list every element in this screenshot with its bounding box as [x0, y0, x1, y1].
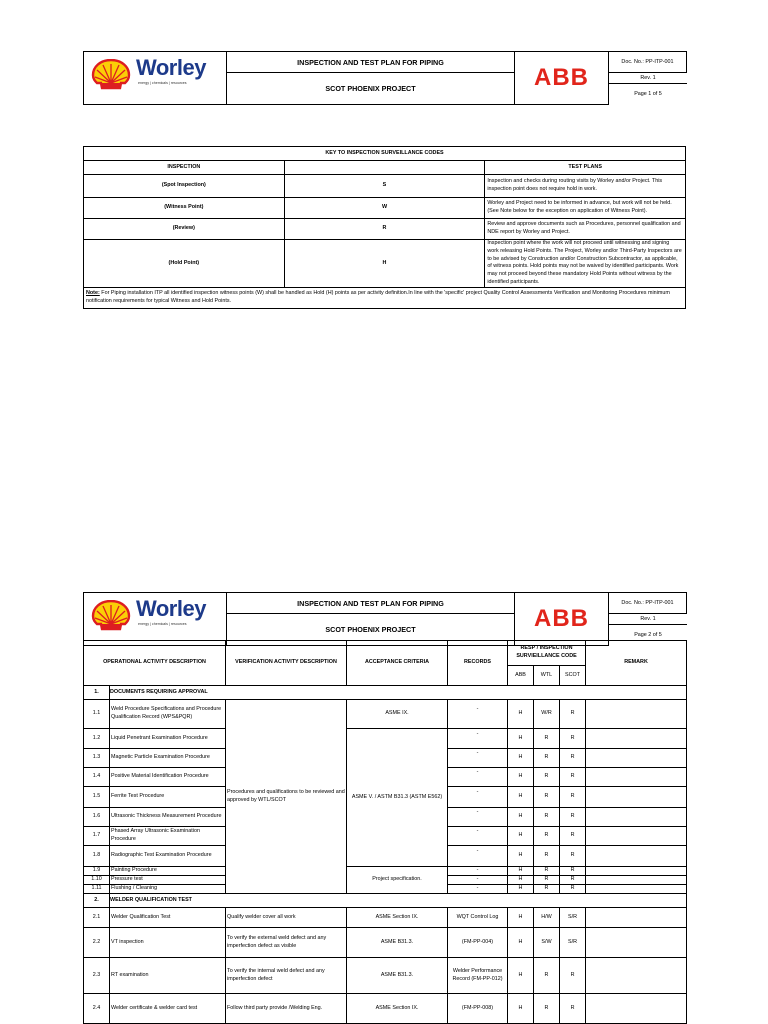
row-scot: R	[560, 846, 586, 867]
row-number: 1.7	[84, 827, 110, 846]
key-label: (Spot Inspection)	[84, 175, 285, 198]
doc-number: Doc. No.: PP-ITP-001	[609, 593, 687, 614]
row-records-text: -	[476, 750, 479, 757]
row-records: (FM-PP-008)	[448, 994, 508, 1024]
revision: Rev. 1	[609, 614, 687, 624]
table-row	[84, 700, 687, 729]
section-title: DOCUMENTS REQUIRING APPROVAL	[110, 686, 687, 700]
section-title: WELDER QUALIFICATION TEST	[110, 894, 687, 908]
row-abb: H	[508, 885, 534, 894]
note-row	[84, 287, 686, 308]
row-scot: S/R	[560, 908, 586, 928]
section-number: 2.	[84, 894, 110, 908]
section-row	[84, 894, 687, 908]
row-activity: Welder Qualification Test	[110, 908, 226, 928]
row-scot: R	[560, 867, 586, 876]
row-number: 1.9	[84, 867, 110, 876]
key-code: W	[284, 198, 485, 219]
row-scot: R	[560, 729, 586, 749]
abb-logo: ABB	[534, 63, 589, 91]
row-wtl: R	[534, 768, 560, 787]
row-activity: VT inspection	[110, 928, 226, 958]
row-verification: To verify the external weld defect and any imperfection defect as visible	[226, 928, 347, 958]
row-abb: H	[508, 928, 534, 958]
row-abb: H	[508, 808, 534, 827]
row-records: -	[448, 885, 508, 894]
col-abb: ABB	[508, 666, 534, 686]
row-wtl: R	[534, 808, 560, 827]
row-activity: Ultrasonic Thickness Measurement Procedure	[110, 808, 226, 827]
row-wtl: R	[534, 867, 560, 876]
row-activity: Radiographic Test Examination Procedure	[110, 846, 226, 867]
col-acceptance: ACCEPTANCE CRITERIA	[347, 641, 448, 686]
row-scot: R	[560, 787, 586, 808]
key-description: Worley and Project need to be informed in advance, but work will not be held. (See Note below for the exception on application of Witness Point).	[485, 198, 686, 219]
row-scot: R	[560, 876, 586, 885]
row-records-text: -	[476, 730, 479, 737]
doc-number: Doc. No.: PP-ITP-001	[609, 52, 687, 73]
row-abb: H	[508, 787, 534, 808]
row-number: 1.6	[84, 808, 110, 827]
abb-logo: ABB	[534, 604, 589, 632]
row-scot: S/R	[560, 928, 586, 958]
itp-table	[83, 640, 687, 1024]
row-abb: H	[508, 846, 534, 867]
key-code: S	[284, 175, 485, 198]
row-records	[448, 768, 508, 787]
row-wtl: R	[534, 827, 560, 846]
col-remark: REMARK	[586, 641, 687, 686]
row-scot: R	[560, 885, 586, 894]
row-acceptance: Project specification.	[347, 867, 448, 894]
logo-cell	[84, 52, 227, 105]
row-records	[448, 729, 508, 749]
key-label: (Hold Point)	[84, 240, 285, 288]
note-text: For Piping installation ITP all identified inspection witness points (W) shall be handled as Hold (H) points as per activity definition.In line with the 'specific' project Quality Control Assessments Verification and Monitoring Procedures minimum notification requirements for typical Witness and Hold Points.	[86, 289, 670, 304]
project-name: SCOT PHOENIX PROJECT	[227, 73, 515, 105]
key-code: H	[284, 240, 485, 288]
row-wtl: R	[534, 876, 560, 885]
row-scot: R	[560, 808, 586, 827]
worley-logo: Worley	[136, 596, 206, 621]
key-row	[84, 175, 686, 198]
row-records-text: -	[476, 809, 479, 816]
table-row	[84, 908, 687, 928]
row-activity: Positive Material Identification Procedure	[110, 768, 226, 787]
row-records	[448, 700, 508, 729]
row-remark	[586, 768, 687, 787]
row-abb: H	[508, 994, 534, 1024]
row-number: 2.1	[84, 908, 110, 928]
row-scot: R	[560, 700, 586, 729]
row-abb: H	[508, 867, 534, 876]
abb-logo-cell	[515, 52, 609, 105]
section-row	[84, 686, 687, 700]
row-wtl: R	[534, 729, 560, 749]
revision: Rev. 1	[609, 73, 687, 83]
row-records	[448, 749, 508, 768]
row-activity: Phased Array Ultrasonic Examination Procedure	[110, 827, 226, 846]
row-remark	[586, 827, 687, 846]
col-inspection: INSPECTION	[84, 161, 285, 175]
table-row	[84, 958, 687, 994]
key-description: Inspection and checks during routing visits by Worley and/or Project. This inspection point does not require hold in work.	[485, 175, 686, 198]
row-wtl: R	[534, 958, 560, 994]
row-wtl: S/W	[534, 928, 560, 958]
page2-header	[83, 592, 687, 646]
row-number: 1.5	[84, 787, 110, 808]
row-wtl: R	[534, 994, 560, 1024]
row-records: Welder Performance Record (FM-PP-012)	[448, 958, 508, 994]
col-resp: RESP / INSPECTION SURVIEILLANCE CODE	[508, 641, 586, 666]
abb-logo-cell	[515, 593, 609, 646]
row-number: 1.4	[84, 768, 110, 787]
row-remark	[586, 928, 687, 958]
logo-cell	[84, 593, 227, 646]
row-number: 1.1	[84, 700, 110, 729]
row-remark	[586, 876, 687, 885]
col-wtl: WTL	[534, 666, 560, 686]
row-records	[448, 846, 508, 867]
row-records	[448, 808, 508, 827]
row-records: (FM-PP-004)	[448, 928, 508, 958]
row-wtl: R	[534, 885, 560, 894]
key-title: KEY TO INSPECTION SURVEILLANCE CODES	[84, 147, 686, 161]
row-verification: Qualify welder cover all work	[226, 908, 347, 928]
table-row	[84, 867, 687, 876]
row-activity: Liquid Penetrant Examination Procedure	[110, 729, 226, 749]
row-acceptance: ASME V. / ASTM B31.3 (ASTM E562)	[347, 729, 448, 867]
row-acceptance: ASME Section IX.	[347, 994, 448, 1024]
row-remark	[586, 787, 687, 808]
row-abb: H	[508, 908, 534, 928]
row-wtl: H/W	[534, 908, 560, 928]
row-remark	[586, 808, 687, 827]
row-records-text: -	[476, 769, 479, 776]
row-records	[448, 787, 508, 808]
key-row	[84, 198, 686, 219]
row-abb: H	[508, 700, 534, 729]
row-verification: Procedures and qualifications to be reviewed and approved by WTL/SCOT	[226, 700, 347, 894]
row-acceptance: ASME B31.3.	[347, 928, 448, 958]
row-acceptance: ASME B31.3.	[347, 958, 448, 994]
page-number: Page 1 of 5	[634, 90, 662, 97]
key-row	[84, 219, 686, 240]
section-number: 1.	[84, 686, 110, 700]
page-number: Page 2 of 5	[634, 631, 662, 638]
row-acceptance: ASME Section IX.	[347, 908, 448, 928]
row-number: 1.10	[84, 876, 110, 885]
shell-logo-icon	[91, 600, 131, 631]
surveillance-codes-table	[83, 146, 686, 309]
key-row	[84, 240, 686, 288]
row-abb: H	[508, 729, 534, 749]
row-scot: R	[560, 749, 586, 768]
key-label: (Review)	[84, 219, 285, 240]
col-operational: OPERATIONAL ACTIVITY DESCRIPTION	[84, 641, 226, 686]
shell-logo-icon	[91, 59, 131, 90]
row-activity: Weld Procedure Specifications and Procedure Qualification Record (WPS&PQR)	[110, 700, 226, 729]
row-abb: H	[508, 768, 534, 787]
worley-tagline: energy | chemicals | resources	[138, 622, 187, 626]
project-name: SCOT PHOENIX PROJECT	[227, 614, 515, 646]
row-abb: H	[508, 827, 534, 846]
worley-tagline: energy | chemicals | resources	[138, 81, 187, 85]
row-activity: Painting Procedure	[110, 867, 226, 876]
row-acceptance: ASME IX.	[347, 700, 448, 729]
col-records: RECORDS	[448, 641, 508, 686]
row-scot: R	[560, 768, 586, 787]
row-abb: H	[508, 876, 534, 885]
row-number: 2.3	[84, 958, 110, 994]
row-wtl: R	[534, 749, 560, 768]
row-verification: To verify the internal weld defect and any imperfection defect	[226, 958, 347, 994]
row-scot: R	[560, 827, 586, 846]
row-records-text: -	[476, 789, 479, 796]
row-scot: R	[560, 994, 586, 1024]
key-code: R	[284, 219, 485, 240]
worley-logo: Worley	[136, 55, 206, 80]
row-activity: Ferrite Test Procedure	[110, 787, 226, 808]
row-remark	[586, 908, 687, 928]
table-row	[84, 928, 687, 958]
row-activity: Flushing / Cleaning	[110, 885, 226, 894]
row-activity: Welder certificate & welder card test	[110, 994, 226, 1024]
table-row	[84, 729, 687, 749]
row-records: -	[448, 876, 508, 885]
row-abb: H	[508, 749, 534, 768]
row-number: 1.11	[84, 885, 110, 894]
row-records-text: -	[476, 848, 479, 855]
table-row	[84, 994, 687, 1024]
row-remark	[586, 885, 687, 894]
row-remark	[586, 994, 687, 1024]
row-records-text: -	[476, 706, 479, 713]
plan-title: INSPECTION AND TEST PLAN FOR PIPING	[227, 593, 515, 614]
row-wtl: R	[534, 787, 560, 808]
row-remark	[586, 958, 687, 994]
col-verification: VERIFICATION ACTIVITY DESCRIPTION	[226, 641, 347, 686]
note-label: Note:	[86, 289, 100, 296]
row-activity: Pressure test	[110, 876, 226, 885]
row-remark	[586, 749, 687, 768]
row-activity: Magnetic Particle Examination Procedure	[110, 749, 226, 768]
row-scot: R	[560, 958, 586, 994]
row-verification: Follow third party provide /Welding Eng.	[226, 994, 347, 1024]
row-remark	[586, 700, 687, 729]
col-test-plans: TEST PLANS	[485, 161, 686, 175]
row-records-text: -	[476, 828, 479, 835]
row-records: -	[448, 867, 508, 876]
row-activity: RT examination	[110, 958, 226, 994]
key-label: (Witness Point)	[84, 198, 285, 219]
row-remark	[586, 867, 687, 876]
row-number: 2.2	[84, 928, 110, 958]
row-number: 2.4	[84, 994, 110, 1024]
row-records: WQT Control Log	[448, 908, 508, 928]
page1-header	[83, 51, 687, 105]
key-description: Review and approve documents such as Procedures, personnel qualification and NDE report by Worley and Project.	[485, 219, 686, 240]
row-remark	[586, 846, 687, 867]
row-records	[448, 827, 508, 846]
row-number: 1.8	[84, 846, 110, 867]
row-abb: H	[508, 958, 534, 994]
row-wtl: R	[534, 846, 560, 867]
plan-title: INSPECTION AND TEST PLAN FOR PIPING	[227, 52, 515, 73]
note	[84, 287, 686, 308]
row-number: 1.2	[84, 729, 110, 749]
row-remark	[586, 729, 687, 749]
col-scot: SCOT	[560, 666, 586, 686]
key-description: Inspection point where the work will not proceed until witnessing and signing work releasing Hold Points. The Project, Worley and/or Third-Party Inspectors are to be advised by Construction and/or Construction Subcontractor, as applicable, of witness points. Hold points may not be waived by identified participants. Work may not proceed beyond these mandatory Hold Points without witness by the identified participants.	[485, 240, 686, 288]
row-number: 1.3	[84, 749, 110, 768]
row-wtl: W/R	[534, 700, 560, 729]
